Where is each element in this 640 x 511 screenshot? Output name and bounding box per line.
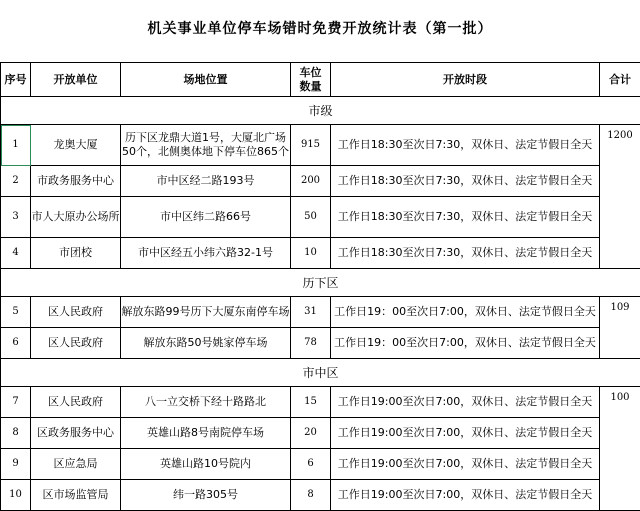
row-spaces: 10 [291, 238, 331, 269]
row-seq: 8 [1, 418, 31, 449]
row-seq: 7 [1, 387, 31, 418]
header-seq: 序号 [1, 63, 31, 97]
row-spaces: 915 [291, 125, 331, 166]
row-unit: 市政务服务中心 [31, 166, 121, 197]
row-location: 解放东路50号姚家停车场 [121, 328, 291, 359]
table-row [1, 387, 640, 418]
row-location: 市中区经二路193号 [121, 166, 291, 197]
table-row [1, 328, 640, 359]
header-time: 开放时段 [331, 63, 600, 97]
row-unit: 区市场监管局 [31, 480, 121, 511]
row-seq: 10 [1, 480, 31, 511]
row-location: 市中区经五小纬六路32-1号 [121, 238, 291, 269]
row-seq: 6 [1, 328, 31, 359]
row-time: 工作日19:00至次日7:00，双休日、法定节假日全天 [331, 480, 600, 511]
table-row [1, 166, 640, 197]
row-time: 工作日18:30至次日7:30，双休日、法定节假日全天 [331, 166, 600, 197]
section-title: 历下区 [1, 269, 640, 297]
table-row [1, 297, 640, 328]
row-time: 工作日18:30至次日7:30，双休日、法定节假日全天 [331, 238, 600, 269]
row-unit: 区人民政府 [31, 328, 121, 359]
row-unit: 区人民政府 [31, 297, 121, 328]
header-spaces: 车位 数量 [291, 63, 331, 97]
section-row [1, 97, 640, 125]
row-seq: 4 [1, 238, 31, 269]
row-location: 市中区纬二路66号 [121, 197, 291, 238]
section-total: 100 [600, 387, 640, 511]
row-spaces: 50 [291, 197, 331, 238]
page-title: 机关事业单位停车场错时免费开放统计表（第一批） [0, 18, 640, 38]
row-unit: 区政务服务中心 [31, 418, 121, 449]
row-seq: 3 [1, 197, 31, 238]
row-time: 工作日18:30至次日7:30，双休日、法定节假日全天 [331, 197, 600, 238]
row-seq: 9 [1, 449, 31, 480]
parking-table [0, 62, 640, 511]
row-unit: 市团校 [31, 238, 121, 269]
row-seq: 5 [1, 297, 31, 328]
section-row [1, 269, 640, 297]
row-spaces: 200 [291, 166, 331, 197]
table-row [1, 125, 640, 166]
row-unit: 区应急局 [31, 449, 121, 480]
row-seq: 1 [1, 125, 31, 166]
row-location: 英雄山路8号南院停车场 [121, 418, 291, 449]
row-time: 工作日19：00至次日7:00，双休日、法定节假日全天 [331, 297, 600, 328]
row-time: 工作日19:00至次日7:00，双休日、法定节假日全天 [331, 387, 600, 418]
table-row [1, 197, 640, 238]
row-spaces: 15 [291, 387, 331, 418]
header-unit: 开放单位 [31, 63, 121, 97]
row-seq: 2 [1, 166, 31, 197]
row-unit: 龙奥大厦 [31, 125, 121, 166]
row-time: 工作日18:30至次日7:30，双休日、法定节假日全天 [331, 125, 600, 166]
section-title: 市级 [1, 97, 640, 125]
row-spaces: 6 [291, 449, 331, 480]
row-location: 解放东路99号历下大厦东南停车场 [121, 297, 291, 328]
row-spaces: 78 [291, 328, 331, 359]
row-time: 工作日19:00至次日7:00，双休日、法定节假日全天 [331, 418, 600, 449]
table-row [1, 418, 640, 449]
row-spaces: 20 [291, 418, 331, 449]
header-location: 场地位置 [121, 63, 291, 97]
table-header-row [1, 63, 640, 97]
row-time: 工作日19：00至次日7:00，双休日、法定节假日全天 [331, 328, 600, 359]
row-unit: 区人民政府 [31, 387, 121, 418]
row-time: 工作日19:00至次日7:00，双休日、法定节假日全天 [331, 449, 600, 480]
section-total: 109 [600, 297, 640, 359]
row-spaces: 8 [291, 480, 331, 511]
row-location: 纬一路305号 [121, 480, 291, 511]
row-location: 历下区龙鼎大道1号，大厦北广场50个，北侧奥体地下停车位865个 [121, 125, 291, 166]
row-unit: 市人大原办公场所 [31, 197, 121, 238]
section-total: 1200 [600, 125, 640, 269]
header-total: 合计 [600, 63, 640, 97]
table-row [1, 238, 640, 269]
section-title: 市中区 [1, 359, 640, 387]
table-row [1, 449, 640, 480]
row-location: 八一立交桥下经十路路北 [121, 387, 291, 418]
section-row [1, 359, 640, 387]
row-location: 英雄山路10号院内 [121, 449, 291, 480]
row-spaces: 31 [291, 297, 331, 328]
